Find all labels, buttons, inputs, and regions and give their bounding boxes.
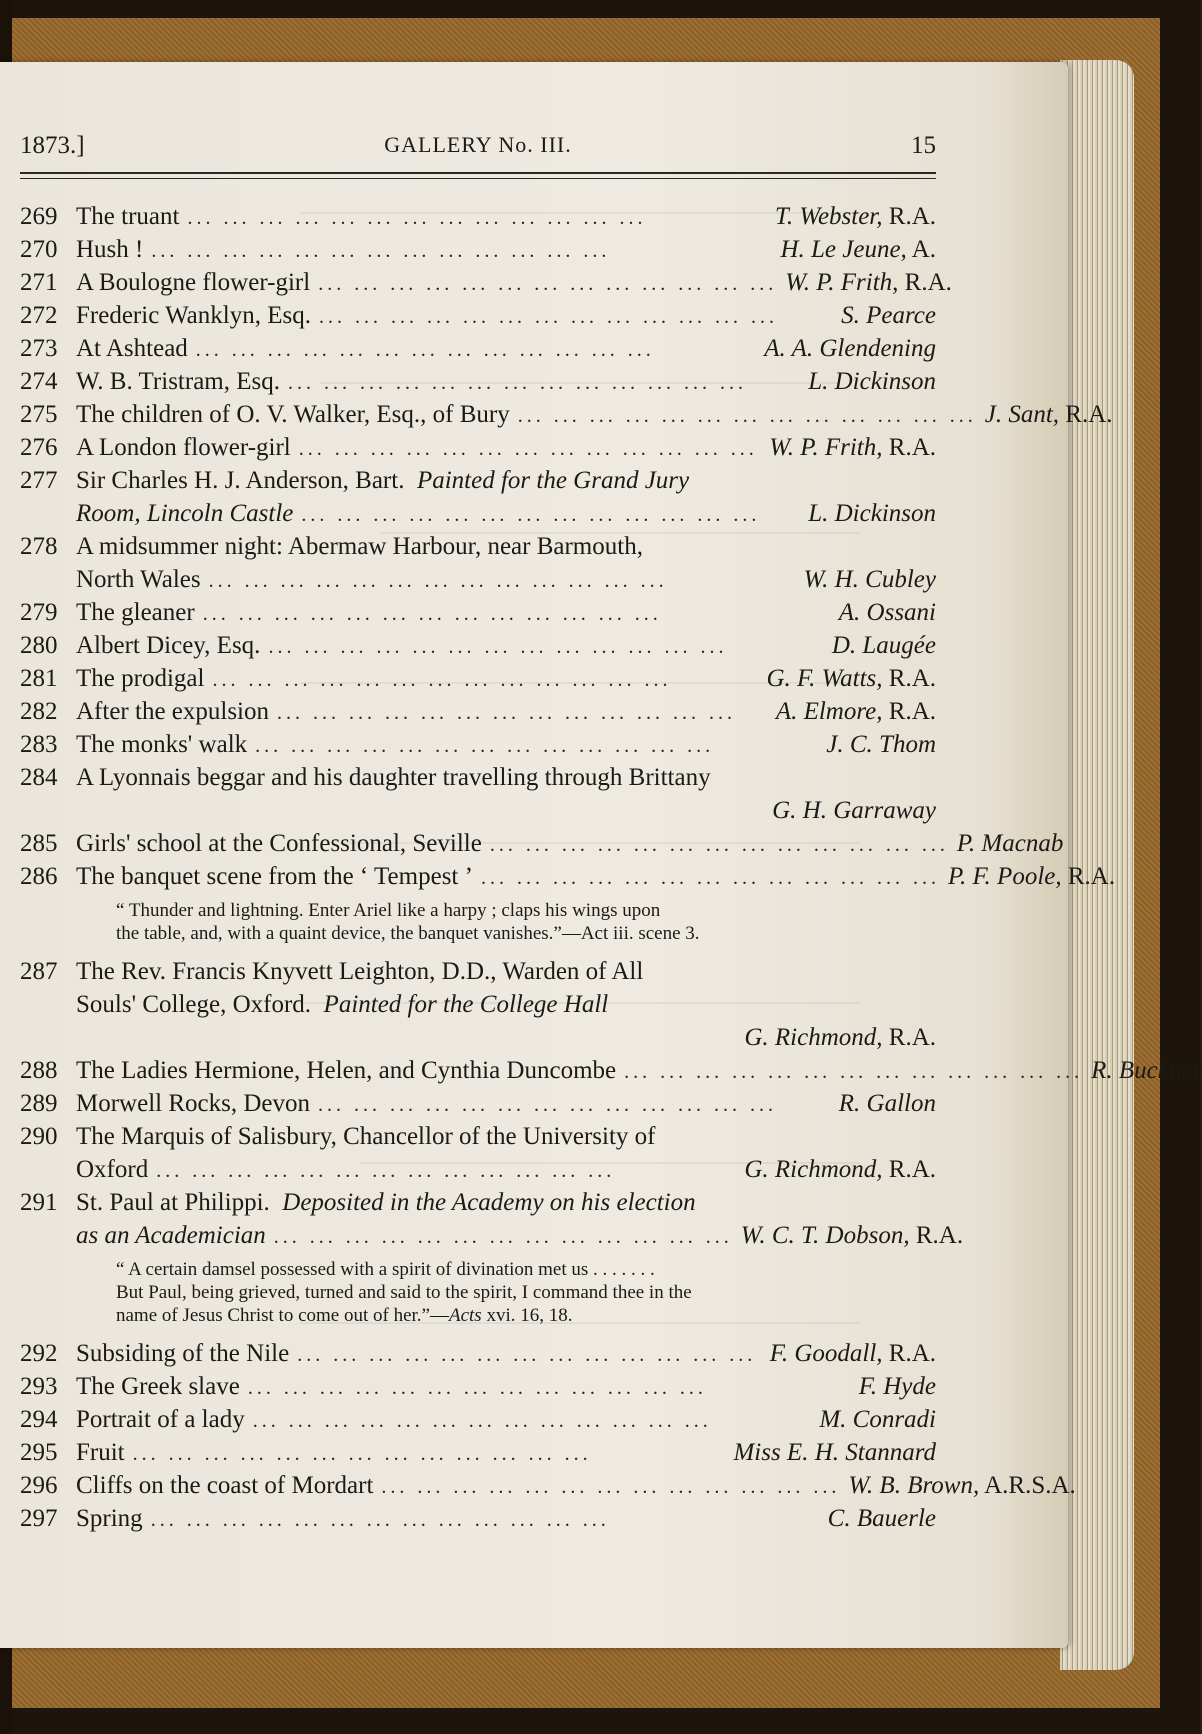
entry-line (20, 530, 936, 563)
entry-number: 278 (20, 533, 58, 560)
catalogue-entry (20, 761, 936, 827)
artist-honour: R.A. (882, 434, 936, 461)
artist-name-italic: H. Le Jeune, (780, 236, 907, 263)
entry-line (20, 1186, 936, 1219)
entry-number: 293 (20, 1373, 58, 1400)
artist-honour: R.A. (898, 269, 952, 296)
leader-dots: ... ... ... ... ... ... ... ... ... ... ... ... ... (187, 207, 647, 229)
leader-dots: ... ... ... ... ... ... ... ... ... ... ... ... ... (489, 834, 949, 856)
leader-dots: ... ... ... ... ... ... ... ... ... ... ... ... ... (202, 603, 662, 625)
entry-number: 282 (20, 698, 58, 725)
background-right (1160, 0, 1200, 1734)
quote-source: Acts (448, 1305, 482, 1326)
artist-name (804, 563, 936, 596)
leader-dots: ... ... ... ... ... ... ... ... ... ... ... ... ... (287, 372, 747, 394)
leader-dots: ... ... ... ... ... ... ... ... ... ... ... ... ... (151, 240, 611, 262)
artist-name (808, 365, 936, 398)
entry-title: A Lyonnais beggar and his daughter travelling through Brittany (76, 764, 711, 791)
entry-line (20, 299, 936, 332)
catalogue-entry (20, 1436, 936, 1469)
artist-name (769, 431, 936, 464)
leader-dots: ... ... ... ... ... ... ... ... ... ... ... ... ... (318, 1094, 777, 1116)
artist-name-italic: G. F. Watts, (766, 665, 883, 692)
entry-title-note-cont: as an Academician (76, 1222, 266, 1249)
entry-number: 292 (20, 1340, 58, 1367)
quote-text: name of Jesus Christ to come out of her.”— (116, 1305, 449, 1326)
entry-line (20, 1087, 936, 1120)
catalogue-entry (20, 1054, 1202, 1087)
entry-number: 287 (20, 958, 58, 985)
entry-number: 280 (20, 632, 58, 659)
entry-number: 294 (20, 1406, 58, 1433)
catalogue-entry (20, 1120, 936, 1186)
artist-name (785, 266, 952, 299)
header-rule-thin (20, 178, 936, 179)
entry-line (20, 827, 1064, 860)
entry-line-continued (20, 1153, 936, 1186)
entry-title: A London flower-girl (76, 434, 291, 461)
entry-line (20, 365, 936, 398)
entry-title: Albert Dicey, Esq. (76, 632, 261, 659)
entry-line (20, 200, 936, 233)
leader-dots: ... ... ... ... ... ... ... ... ... ... ... ... ... (195, 339, 655, 361)
artist-name (770, 1337, 936, 1370)
entry-number: 272 (20, 302, 58, 329)
entry-number: 288 (20, 1057, 58, 1084)
catalogue-entry (20, 1469, 1076, 1502)
catalogue-entry (20, 431, 936, 464)
catalogue-entry (20, 332, 936, 365)
artist-honour: A.R.S.A. (979, 1472, 1076, 1499)
catalogue-entry (20, 1403, 936, 1436)
catalogue-entry (20, 530, 936, 596)
entry-line (20, 596, 936, 629)
entry-line (20, 266, 952, 299)
entry-title-cont: Oxford (76, 1156, 149, 1183)
entry-line (20, 629, 936, 662)
entry-number: 296 (20, 1472, 58, 1499)
entry-title: A midsummer night: Abermaw Harbour, near Barmouth, (76, 533, 643, 560)
entry-line (20, 233, 936, 266)
entry-title: The monks' walk (76, 731, 248, 758)
artist-name-italic: W. C. T. Dobson, (740, 1222, 910, 1249)
entry-title: After the expulsion (76, 698, 270, 725)
entry-line-continued (20, 497, 936, 530)
catalogue-entry (20, 464, 936, 530)
artist-name (767, 662, 937, 695)
artist-name (780, 233, 936, 266)
artist-name-italic: W. P. Frith, (769, 434, 883, 461)
quote-ref: xvi. 16, 18. (481, 1305, 573, 1326)
artist-name (839, 1087, 936, 1120)
entry-title-note-cont: Painted for the College Hall (311, 991, 609, 1018)
artist-name (957, 827, 1063, 860)
artist-name (744, 1021, 936, 1054)
leader-dots: ... ... ... ... ... ... ... ... ... ... ... ... ... (297, 1344, 757, 1366)
artist-name (839, 596, 936, 629)
entry-artist-line (20, 1021, 936, 1054)
entry-title: W. B. Tristram, Esq. (76, 368, 280, 395)
entry-number: 289 (20, 1090, 58, 1117)
artist-name (772, 794, 936, 827)
catalogue-entry (20, 1186, 964, 1337)
artist-name-italic: A. Ossani (838, 599, 936, 626)
artist-name-italic: G. Richmond, (744, 1024, 883, 1051)
catalogue-entry (20, 266, 952, 299)
artist-name (841, 299, 936, 332)
artist-name (776, 695, 936, 728)
artist-name-italic: D. Laugée (831, 632, 936, 659)
entry-title: Spring (76, 1505, 143, 1532)
leader-dots: ... ... ... ... ... ... ... ... ... ... ... ... ... (252, 1410, 712, 1432)
entry-number: 295 (20, 1439, 58, 1466)
catalogue-entry (20, 200, 936, 233)
artist-name (826, 728, 936, 761)
leader-dots: ... ... ... ... ... ... ... ... ... ... ... ... ... (208, 570, 668, 592)
catalogue-entry (20, 233, 936, 266)
leader-dots: ... ... ... ... ... ... ... ... ... ... ... ... ... (301, 504, 761, 526)
entry-number: 270 (20, 236, 58, 263)
entry-title: Frederic Wanklyn, Esq. (76, 302, 311, 329)
artist-honour: R.A. (882, 1156, 936, 1183)
catalogue-entry (20, 728, 936, 761)
artist-name (775, 200, 936, 233)
artist-honour: R.A. (882, 698, 936, 725)
artist-name (859, 1370, 936, 1403)
catalogue-entry (20, 365, 936, 398)
artist-name-italic: T. Webster, (774, 203, 883, 230)
entry-line (20, 1120, 936, 1153)
entry-title-note: Painted for the Grand Jury (404, 467, 690, 494)
catalogue-entry (20, 1087, 936, 1120)
catalogue-entry (20, 860, 1116, 955)
artist-name-italic: J. Sant, (984, 401, 1060, 428)
entry-number: 271 (20, 269, 58, 296)
catalogue-entries (20, 200, 1202, 1535)
artist-name-italic: A. A. Glendening (764, 335, 936, 362)
catalogue-entry (20, 299, 936, 332)
entry-title: The prodigal (76, 665, 205, 692)
catalogue-entry (20, 1337, 936, 1370)
entry-line (20, 332, 936, 365)
artist-name-italic: A. Elmore, (775, 698, 883, 725)
entry-line-continued (20, 1219, 964, 1252)
entry-line (20, 761, 936, 794)
entry-title: The banquet scene from the ‘ Tempest ’ (76, 863, 473, 890)
catalogue-entry (20, 596, 936, 629)
entry-number: 284 (20, 764, 58, 791)
artist-name-italic: J. C. Thom (826, 731, 936, 758)
leader-dots: ... ... ... ... ... ... ... ... ... ... ... ... ... (273, 1226, 733, 1248)
artist-honour: R.A. (882, 1024, 936, 1051)
artist-honour: R.A. (1059, 401, 1113, 428)
entry-line (20, 860, 1116, 893)
artist-name (832, 629, 936, 662)
artist-honour: R.A. (882, 203, 936, 230)
quote-line: “ Thunder and lightning. Enter Ariel like a harpy ; claps his wings upon (116, 900, 661, 921)
artist-name-italic: G. Richmond, (744, 1156, 883, 1183)
entry-number: 276 (20, 434, 58, 461)
leader-dots: ... ... ... ... ... ... ... ... ... ... ... ... ... (517, 405, 977, 427)
entry-line (20, 1469, 1076, 1502)
entry-title-cont: North Wales (76, 566, 201, 593)
artist-name-italic: M. Conradi (819, 1406, 936, 1433)
entry-title: The Marquis of Salisbury, Chancellor of the University of (76, 1123, 656, 1150)
entry-number: 283 (20, 731, 58, 758)
artist-name-italic: L. Dickinson (808, 368, 936, 395)
leader-dots: ... ... ... ... ... ... ... ... ... ... ... ... ... (132, 1443, 592, 1465)
header-year: 1873.] (20, 132, 85, 159)
leader-dots: ... ... ... ... ... ... ... ... ... ... ... ... ... (277, 702, 737, 724)
entry-title: Sir Charles H. J. Anderson, Bart. (76, 467, 405, 494)
entry-title: St. Paul at Philippi. (76, 1189, 270, 1216)
leader-dots: ... ... ... ... ... ... ... ... ... ... ... ... ... (298, 438, 758, 460)
entry-title: The truant (76, 203, 180, 230)
entry-line (20, 955, 936, 988)
entry-quotation (20, 1252, 896, 1337)
leader-dots: ... ... ... ... ... ... ... ... ... ... ... ... ... (150, 1509, 610, 1531)
entry-title: Cliffs on the coast of Mordart (76, 1472, 374, 1499)
entry-line (20, 728, 936, 761)
background-top (0, 0, 1200, 18)
artist-name (764, 332, 936, 365)
quote-line: “ A certain damsel possessed with a spirit of divination met us . . . . . . . (116, 1259, 655, 1280)
entry-title-cont: Souls' College, Oxford. (76, 991, 312, 1018)
entry-number: 269 (20, 203, 58, 230)
entry-line (20, 1436, 936, 1469)
entry-title: A Boulogne flower-girl (76, 269, 311, 296)
entry-line (20, 662, 936, 695)
artist-honour: R.A. (1061, 863, 1116, 890)
entry-number: 281 (20, 665, 58, 692)
entry-title: The Ladies Hermione, Helen, and Cynthia Duncombe (76, 1057, 617, 1084)
entry-title: The Rev. Francis Knyvett Leighton, D.D., Warden of All (76, 958, 644, 985)
quote-line: the table, and, with a quaint device, the banquet vanishes.”—Act iii. scene 3. (116, 923, 700, 944)
entry-number: 297 (20, 1505, 58, 1532)
entry-number: 277 (20, 467, 58, 494)
artist-honour: R.A. (909, 1222, 964, 1249)
leader-dots: ... ... ... ... ... ... ... ... ... ... ... ... ... (212, 669, 672, 691)
artist-name (828, 1502, 936, 1535)
artist-name (733, 1436, 936, 1469)
entry-title: Morwell Rocks, Devon (76, 1090, 310, 1117)
page-number: 15 (911, 132, 936, 159)
artist-name-italic: Miss E. H. Stannard (733, 1439, 936, 1466)
artist-honour: R.A. (882, 665, 936, 692)
entry-title: Hush ! (76, 236, 144, 263)
artist-name-italic: P. Macnab (956, 830, 1064, 857)
entry-line (20, 695, 936, 728)
quote-line: But Paul, being grieved, turned and said to the spirit, I command thee in the (116, 1282, 692, 1303)
catalogue-entry (20, 695, 936, 728)
entry-number: 279 (20, 599, 58, 626)
entry-line-continued (20, 988, 936, 1021)
artist-name (948, 860, 1115, 893)
leader-dots: ... ... ... ... ... ... ... ... ... ... ... ... ... (480, 867, 940, 889)
entry-number: 275 (20, 401, 58, 428)
entry-line (20, 1054, 1202, 1087)
entry-line (20, 1403, 936, 1436)
artist-name (985, 398, 1113, 431)
entry-line (20, 398, 1113, 431)
catalogue-entry (20, 955, 936, 1054)
artist-name (819, 1403, 936, 1436)
running-header (20, 132, 936, 168)
artist-name (808, 497, 936, 530)
quote-line (116, 1304, 896, 1327)
artist-name-italic: F. Hyde (858, 1373, 936, 1400)
entry-title: Subsiding of the Nile (76, 1340, 290, 1367)
gallery-title: GALLERY No. III. (384, 132, 572, 157)
entry-title: Portrait of a lady (76, 1406, 245, 1433)
catalogue-entry (20, 662, 936, 695)
leader-dots: ... ... ... ... ... ... ... ... ... ... ... ... ... (624, 1061, 1084, 1083)
artist-name-italic: W. P. Frith, (785, 269, 899, 296)
entry-line-continued (20, 563, 936, 596)
catalogue-entry (20, 827, 1064, 860)
entry-title: At Ashtead (76, 335, 188, 362)
leader-dots: ... ... ... ... ... ... ... ... ... ... ... ... ... (318, 306, 778, 328)
entry-line (20, 1502, 936, 1535)
artist-name-italic: W. B. Brown, (848, 1472, 980, 1499)
catalogue-entry (20, 1370, 936, 1403)
artist-honour: R.A. (882, 1340, 936, 1367)
entry-number: 291 (20, 1189, 58, 1216)
artist-honour: A. (906, 236, 936, 263)
leader-dots: ... ... ... ... ... ... ... ... ... ... ... ... ... (381, 1476, 841, 1498)
entry-number: 286 (20, 863, 58, 890)
background-bottom (0, 1708, 1200, 1734)
catalogue-entry (20, 398, 1113, 431)
entry-title: The Greek slave (76, 1373, 240, 1400)
entry-number: 290 (20, 1123, 58, 1150)
leader-dots: ... ... ... ... ... ... ... ... ... ... ... ... ... (156, 1160, 616, 1182)
entry-line (20, 431, 936, 464)
leader-dots: ... ... ... ... ... ... ... ... ... ... ... ... ... (247, 1377, 707, 1399)
artist-name-italic: W. H. Cubley (803, 566, 936, 593)
entry-title: The children of O. V. Walker, Esq., of Bury (76, 401, 510, 428)
entry-line (20, 1337, 936, 1370)
entry-line (20, 464, 936, 497)
artist-name-italic: S. Pearce (841, 302, 936, 329)
entry-title-note: Deposited in the Academy on his election (269, 1189, 696, 1216)
entry-title: Fruit (76, 1439, 125, 1466)
entry-quotation (20, 893, 896, 955)
artist-name-italic: R. Gallon (838, 1090, 936, 1117)
artist-name-italic: R. Buckner (1091, 1057, 1202, 1084)
leader-dots: ... ... ... ... ... ... ... ... ... ... ... ... ... (255, 735, 715, 757)
entry-title-note-cont: Room, Lincoln Castle (76, 500, 294, 527)
header-rule-thick (20, 172, 936, 174)
artist-name (848, 1469, 1075, 1502)
entry-title: The gleaner (76, 599, 195, 626)
artist-name-italic: P. F. Poole, (947, 863, 1062, 890)
entry-number: 274 (20, 368, 58, 395)
leader-dots: ... ... ... ... ... ... ... ... ... ... ... ... ... (268, 636, 728, 658)
entry-number: 273 (20, 335, 58, 362)
artist-name (741, 1219, 963, 1252)
artist-name (744, 1153, 936, 1186)
catalogue-entry (20, 1502, 936, 1535)
entry-artist-line (20, 794, 936, 827)
artist-name-italic: G. H. Garraway (772, 797, 936, 824)
artist-name (1091, 1054, 1202, 1087)
artist-name-italic: F. Goodall, (769, 1340, 883, 1367)
artist-name-italic: L. Dickinson (808, 500, 936, 527)
catalogue-entry (20, 629, 936, 662)
leader-dots: ... ... ... ... ... ... ... ... ... ... ... ... ... (318, 273, 778, 295)
entry-title: Girls' school at the Confessional, Seville (76, 830, 482, 857)
entry-line (20, 1370, 936, 1403)
entry-number: 285 (20, 830, 58, 857)
artist-name-italic: C. Bauerle (827, 1505, 936, 1532)
